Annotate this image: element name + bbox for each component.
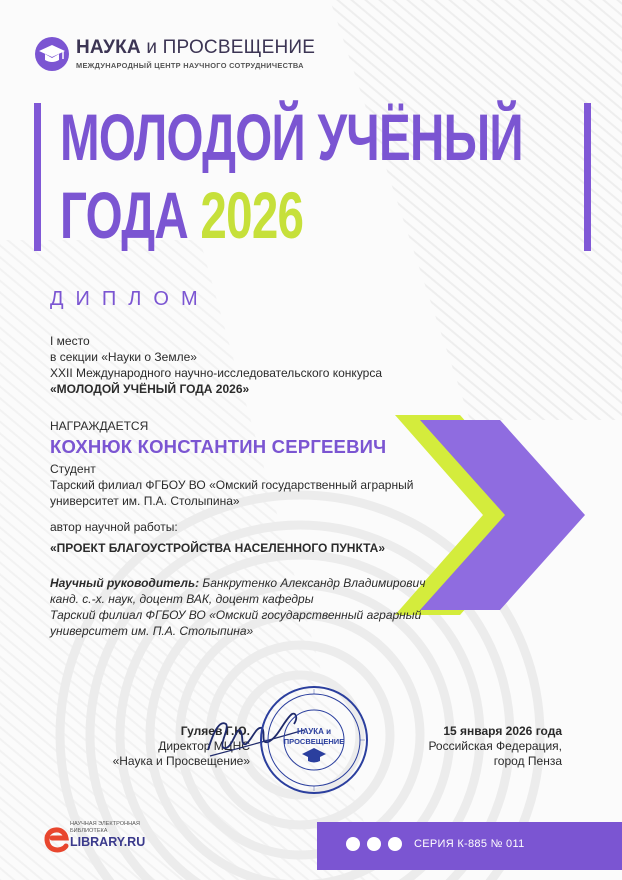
official-stamp xyxy=(258,684,370,796)
graduation-cap-icon xyxy=(34,36,70,72)
elibrary-logo xyxy=(44,818,214,858)
elibrary-caption: НАУЧНАЯ ЭЛЕКТРОННАЯ БИБЛИОТЕКА xyxy=(70,821,140,834)
supervisor-label: Научный руководитель: xyxy=(50,576,200,590)
main-title-line1: МОЛОДОЙ УЧЁНЫЙ xyxy=(60,100,523,174)
right-accent-bar xyxy=(584,103,591,251)
date-place-block xyxy=(370,724,562,769)
header-logo xyxy=(34,36,314,76)
issue-country: Российская Федерация, xyxy=(428,739,562,753)
work-author-label: автор научной работы: xyxy=(50,520,178,534)
awarded-label: НАГРАЖДАЕТСЯ xyxy=(50,419,149,433)
title-year: 2026 xyxy=(200,178,304,252)
diagonal-lines-pattern xyxy=(330,0,622,420)
elibrary-name: LIBRARY.RU xyxy=(70,835,146,849)
left-accent-bar xyxy=(34,103,41,251)
supervisor-org-line1: Тарский филиал ФГБОУ ВО «Омский государственный аграрный xyxy=(50,608,422,622)
series-number: СЕРИЯ К-885 № 011 xyxy=(414,838,525,850)
supervisor-name: Банкрутенко Александр Владимирович xyxy=(199,576,426,590)
signatory-name: Гуляев Г.Ю. xyxy=(180,724,250,738)
award-place: I место xyxy=(50,334,90,348)
award-section: в секции «Науки о Земле» xyxy=(50,350,197,364)
recipient-org-line2: университет им. П.А. Столыпина» xyxy=(50,494,240,508)
issue-date: 15 января 2026 года xyxy=(443,724,562,738)
stamp-cap-icon xyxy=(302,748,326,763)
footer-dot-3 xyxy=(388,837,402,851)
stamp-text-line1: НАУКА и xyxy=(296,727,332,736)
award-contest: XXII Международного научно-исследовательского конкурса xyxy=(50,366,383,380)
logo-subtitle: МЕЖДУНАРОДНЫЙ ЦЕНТР НАУЧНОГО СОТРУДНИЧЕСТВА xyxy=(76,61,304,70)
supervisor-line xyxy=(50,576,425,590)
main-title-line2: ГОДА 2026 xyxy=(60,178,304,252)
diploma-label: ДИПЛОМ xyxy=(50,288,210,310)
supervisor-degree: канд. с.-х. наук, доцент ВАК, доцент кафедры xyxy=(50,592,314,606)
signatory-org: «Наука и Просвещение» xyxy=(112,754,250,768)
issue-city: город Пенза xyxy=(493,754,562,768)
elibrary-e-icon xyxy=(44,822,70,854)
logo-title: НАУКА и ПРОСВЕЩЕНИЕ xyxy=(76,37,316,58)
supervisor-org-line2: университет им. П.А. Столыпина» xyxy=(50,624,254,638)
signatory-position: Директор МЦНС xyxy=(158,739,250,753)
recipient-name: КОХНЮК КОНСТАНТИН СЕРГЕЕВИЧ xyxy=(50,436,387,457)
footer-dot-2 xyxy=(367,837,381,851)
recipient-role: Студент xyxy=(50,462,96,476)
recipient-org-line1: Тарский филиал ФГБОУ ВО «Омский государственный аграрный xyxy=(50,478,414,492)
footer-dot-1 xyxy=(346,837,360,851)
stamp-text-line2: ПРОСВЕЩЕНИЕ xyxy=(283,737,345,746)
work-title: «ПРОЕКТ БЛАГОУСТРОЙСТВА НАСЕЛЕННОГО ПУНКТА» xyxy=(50,541,385,555)
award-contest-name: «МОЛОДОЙ УЧЁНЫЙ ГОДА 2026» xyxy=(50,382,250,396)
